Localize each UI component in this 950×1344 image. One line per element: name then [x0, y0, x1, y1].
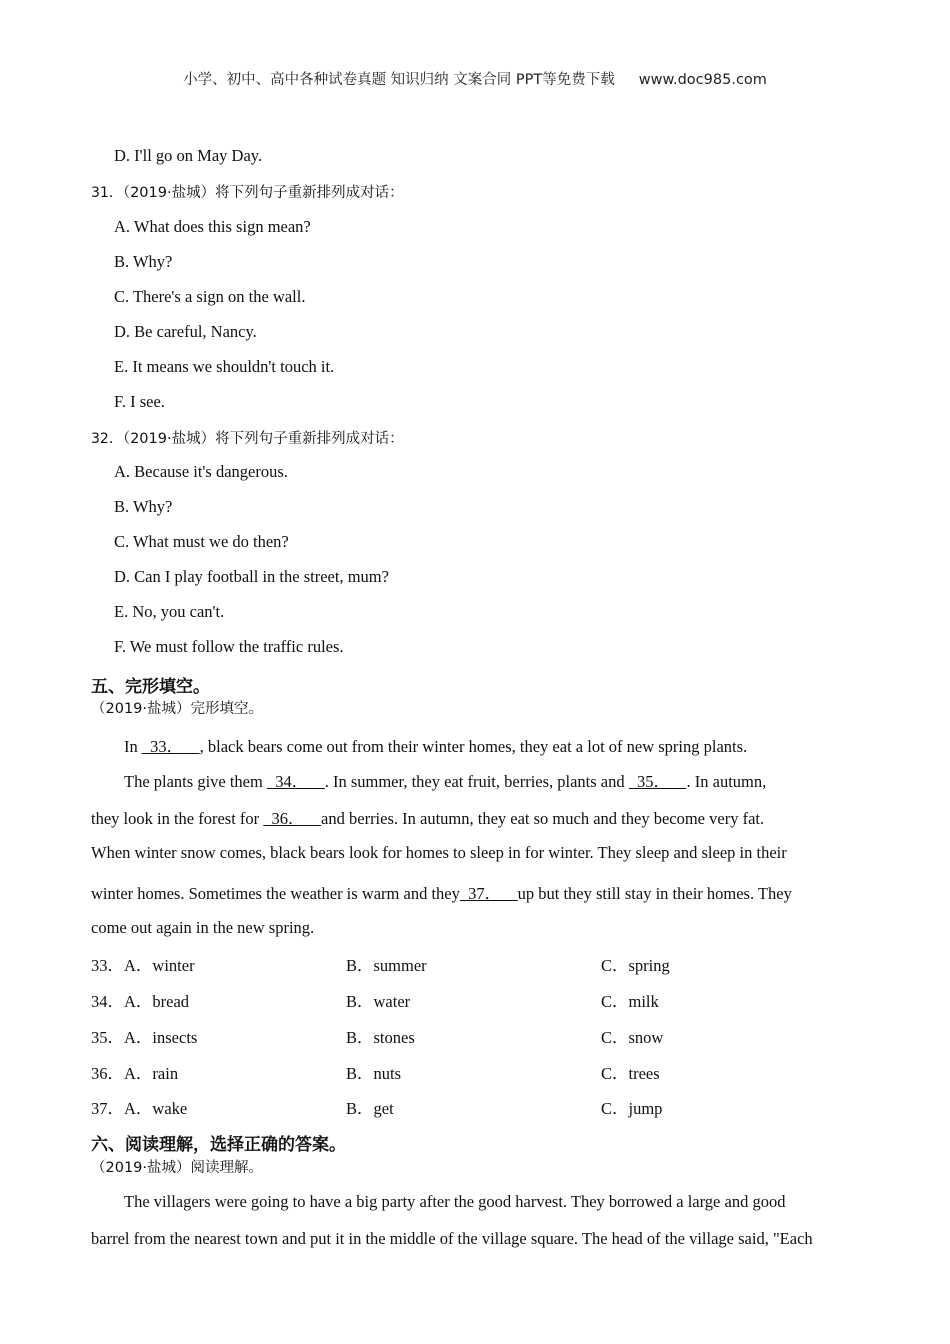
option-number: 37． [91, 1099, 124, 1118]
q31-instruction: （2019·盐城）将下列句子重新排列成对话： [122, 185, 404, 201]
blank-35: 35． [628, 772, 687, 791]
option-b: B．water [346, 992, 411, 1011]
page-header [0, 68, 950, 89]
section6-source: （2019·盐城）阅读理解。 [91, 1160, 264, 1176]
blank-33: 33． [141, 737, 200, 756]
q32-number: 32． [91, 431, 123, 447]
header-site: www.doc985.com [638, 72, 767, 88]
cloze-line-6: come out again in the new spring. [91, 918, 315, 937]
option-a: A．rain [124, 1064, 179, 1083]
option-row-36 [91, 1060, 178, 1084]
blank-36: 36． [263, 809, 322, 828]
option-a: A．bread [124, 992, 190, 1011]
option-number: 36． [91, 1064, 124, 1083]
option-a: A．winter [124, 956, 195, 975]
cloze-text: , black bears come out from their winter homes, they eat a lot of new spring plants. [199, 737, 748, 756]
option-c: C．snow [601, 1028, 664, 1047]
option-row-35 [91, 1024, 197, 1048]
cloze-text: they look in the forest for [91, 809, 264, 828]
cloze-text: up but they still stay in their homes. They [517, 884, 792, 903]
q32-instruction: （2019·盐城）将下列句子重新排列成对话： [122, 431, 404, 447]
option-c: C．trees [601, 1064, 660, 1083]
q31-item-f: F. I see. [114, 392, 165, 411]
q32-item-c: C. What must we do then? [114, 532, 289, 551]
option-number: 33． [91, 956, 124, 975]
section5-source: （2019·盐城）完形填空。 [91, 701, 264, 717]
section5-title: 五、完形填空。 [91, 677, 210, 697]
option-b: B．get [346, 1099, 394, 1118]
cloze-text: and berries. In autumn, they eat so much and they become very fat. [321, 809, 765, 828]
cloze-text: In [124, 737, 142, 756]
option-a: A．insects [124, 1028, 198, 1047]
cloze-line-4: When winter snow comes, black bears look for homes to sleep in for winter. They sleep and sleep in their [91, 843, 787, 862]
option-a: A．wake [124, 1099, 188, 1118]
blank-34: 34． [266, 772, 325, 791]
q30-option-d: D. I'll go on May Day. [114, 146, 263, 165]
cloze-line-3 [91, 805, 764, 829]
q32-item-d: D. Can I play football in the street, mum? [114, 567, 389, 586]
reading-line-2: barrel from the nearest town and put it in the middle of the village square. The head of the village said, "Each [91, 1229, 813, 1248]
option-b: B．summer [346, 956, 427, 975]
q31-item-d: D. Be careful, Nancy. [114, 322, 257, 341]
q31-item-a: A. What does this sign mean? [114, 217, 311, 236]
option-b: B．stones [346, 1028, 415, 1047]
q31-item-b: B. Why? [114, 252, 173, 271]
q32-item-e: E. No, you can't. [114, 602, 225, 621]
cloze-text: The plants give them [124, 772, 267, 791]
q32-stem [91, 427, 404, 448]
q31-item-c: C. There's a sign on the wall. [114, 287, 306, 306]
q31-number: 31． [91, 185, 123, 201]
blank-37: 37． [459, 884, 518, 903]
section6-title: 六、阅读理解，选择正确的答案。 [91, 1135, 346, 1155]
option-row-37 [91, 1095, 187, 1119]
q32-item-f: F. We must follow the traffic rules. [114, 637, 344, 656]
option-c: C．spring [601, 956, 670, 975]
option-number: 35． [91, 1028, 124, 1047]
q32-item-a: A. Because it's dangerous. [114, 462, 288, 481]
option-c: C．milk [601, 992, 659, 1011]
option-number: 34． [91, 992, 124, 1011]
q32-item-b: B. Why? [114, 497, 173, 516]
q31-item-e: E. It means we shouldn't touch it. [114, 357, 335, 376]
option-b: B．nuts [346, 1064, 402, 1083]
cloze-text: winter homes. Sometimes the weather is warm and they [91, 884, 460, 903]
option-row-33 [91, 952, 195, 976]
cloze-text: . In summer, they eat fruit, berries, plants and [324, 772, 629, 791]
cloze-line-2 [124, 768, 766, 792]
header-text: 小学、初中、高中各种试卷真题 知识归纳 文案合同 PPT等免费下载 [183, 72, 615, 88]
cloze-line-5 [91, 880, 792, 904]
option-c: C．jump [601, 1099, 663, 1118]
option-row-34 [91, 988, 189, 1012]
cloze-text: . In autumn, [686, 772, 767, 791]
reading-line-1: The villagers were going to have a big party after the good harvest. They borrowed a large and good [124, 1192, 786, 1211]
cloze-line-1 [124, 733, 747, 757]
q31-stem [91, 181, 404, 202]
